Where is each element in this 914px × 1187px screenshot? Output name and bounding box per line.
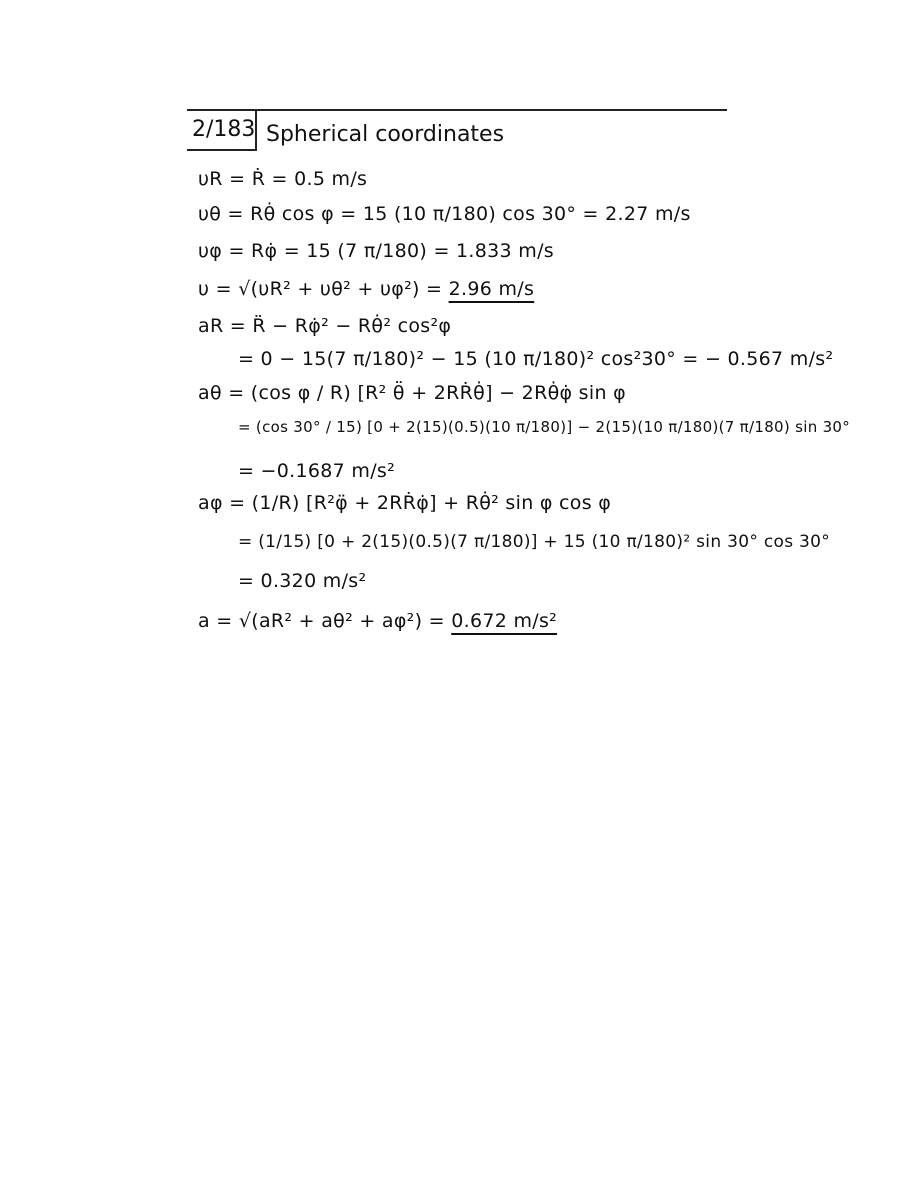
equation-line: a = √(aR² + aθ² + aφ²) = 0.672 m/s² [198,610,558,632]
answer-acceleration: 0.672 m/s² [451,610,558,632]
equation-line: aR = R̈ − Rφ̇² − Rθ̇² cos²φ [198,315,452,337]
equation-line: = 0 − 15(7 π/180)² − 15 (10 π/180)² cos²30° = − 0.567 m/s² [238,348,834,370]
answer-velocity: 2.96 m/s [448,278,535,300]
problem-number: 2/183 [192,117,256,142]
top-rule [187,109,727,111]
equation-line: = −0.1687 m/s² [238,460,396,482]
solution-title: Spherical coordinates [266,122,505,147]
equation-line: υφ = Rφ̇ = 15 (7 π/180) = 1.833 m/s [198,240,554,262]
equation-line: = (cos 30° / 15) [0 + 2(15)(0.5)(10 π/180)] − 2(15)(10 π/180)(7 π/180) sin 30° [238,418,851,436]
equation-line: = (1/15) [0 + 2(15)(0.5)(7 π/180)] + 15 (10 π/180)² sin 30° cos 30° [238,532,831,552]
equation-line: υ = √(υR² + υθ² + υφ²) = 2.96 m/s [198,278,535,300]
equation-line: υR = Ṙ = 0.5 m/s [198,168,368,190]
equation-line: υθ = Rθ̇ cos φ = 15 (10 π/180) cos 30° = 2.27 m/s [198,203,691,225]
equation-line: = 0.320 m/s² [238,570,367,592]
equation-line: aθ = (cos φ / R) [R² θ̈ + 2RṘθ̇] − 2Rθ̇φ̇ sin φ [198,382,626,404]
equation-line: aφ = (1/R) [R²φ̈ + 2RṘφ̇] + Rθ̇² sin φ cos φ [198,492,612,514]
